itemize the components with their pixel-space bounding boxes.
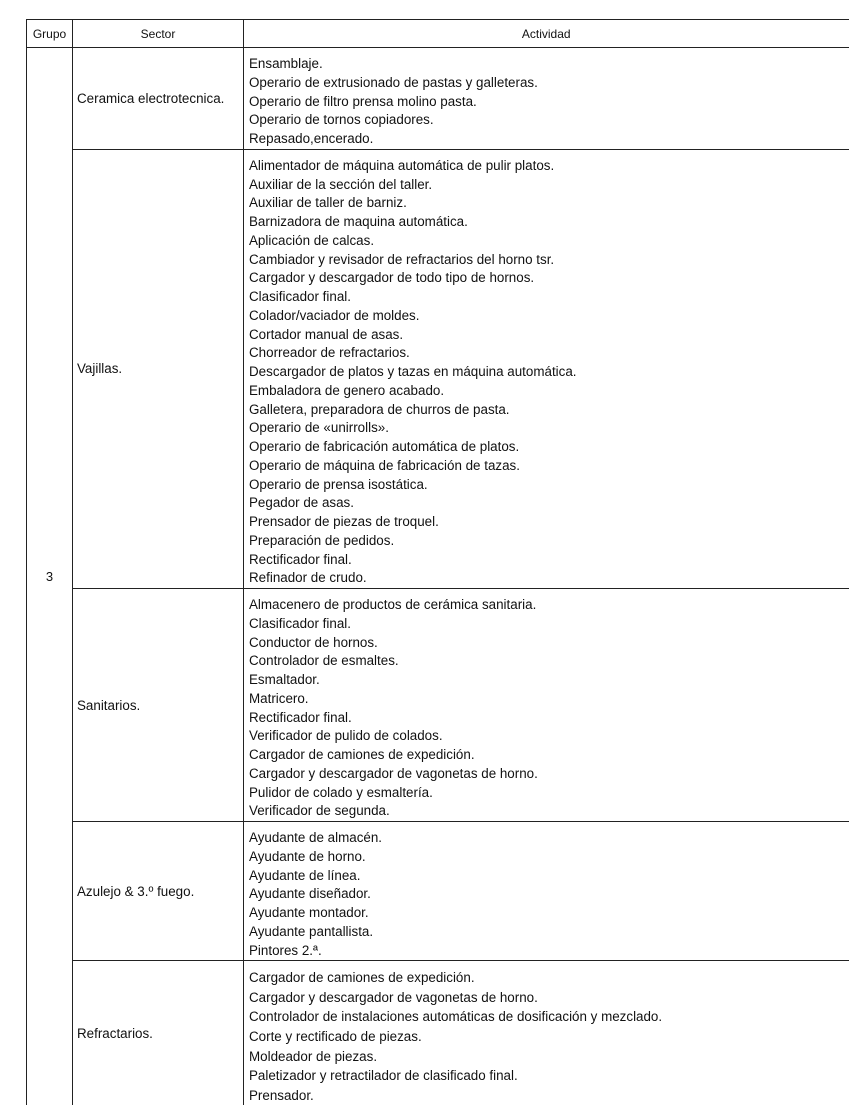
header-sector: Sector <box>73 20 244 48</box>
activity-item: Rectificador final. <box>249 551 849 570</box>
table-row <box>27 822 849 961</box>
activity-item: Auxiliar de taller de barniz. <box>249 194 849 213</box>
activity-item: Verificador de pulido de colados. <box>249 727 849 746</box>
activity-item: Ayudante de horno. <box>249 848 849 867</box>
activity-item: Galletera, preparadora de churros de pasta. <box>249 401 849 420</box>
header-actividad: Actividad <box>244 20 849 48</box>
activity-item: Clasificador final. <box>249 615 849 634</box>
activity-cell <box>244 149 849 588</box>
activity-item: Almacenero de productos de cerámica sanitaria. <box>249 596 849 615</box>
activity-item: Paletizador y retractilador de clasificado final. <box>249 1066 849 1086</box>
activity-item: Cargador y descargador de vagonetas de horno. <box>249 988 849 1008</box>
activity-item: Alimentador de máquina automática de pulir platos. <box>249 157 849 176</box>
activity-item: Descargador de platos y tazas en máquina automática. <box>249 363 849 382</box>
activity-item: Chorreador de refractarios. <box>249 344 849 363</box>
activity-item: Ayudante pantallista. <box>249 923 849 942</box>
activity-item: Cargador de camiones de expedición. <box>249 968 849 988</box>
activity-item: Operario de tornos copiadores. <box>249 111 849 130</box>
header-row <box>27 20 849 48</box>
activity-item: Corte y rectificado de piezas. <box>249 1027 849 1047</box>
activity-item: Rectificador final. <box>249 709 849 728</box>
activity-item: Prensador. <box>249 1086 849 1105</box>
activity-item: Esmaltador. <box>249 671 849 690</box>
activity-item: Ayudante diseñador. <box>249 885 849 904</box>
activity-cell <box>244 48 849 150</box>
activity-item: Operario de prensa isostática. <box>249 476 849 495</box>
grupo-cell: 3 <box>27 48 73 1105</box>
activity-item: Matricero. <box>249 690 849 709</box>
activity-item: Colador/vaciador de moldes. <box>249 307 849 326</box>
activity-item: Embaladora de genero acabado. <box>249 382 849 401</box>
activity-item: Verificador de segunda. <box>249 802 849 821</box>
sector-cell: Ceramica electrotecnica. <box>73 48 244 150</box>
sector-cell: Vajillas. <box>73 149 244 588</box>
activity-item: Cargador de camiones de expedición. <box>249 746 849 765</box>
activity-item: Clasificador final. <box>249 288 849 307</box>
activity-item: Pintores 2.ª. <box>249 942 849 961</box>
activity-item: Operario de «unirrolls». <box>249 419 849 438</box>
activity-item: Pegador de asas. <box>249 494 849 513</box>
activity-item: Aplicación de calcas. <box>249 232 849 251</box>
activity-item: Moldeador de piezas. <box>249 1047 849 1067</box>
table-row <box>27 961 849 1105</box>
activity-item: Operario de fabricación automática de platos. <box>249 438 849 457</box>
activity-item: Operario de máquina de fabricación de tazas. <box>249 457 849 476</box>
activity-item: Cortador manual de asas. <box>249 326 849 345</box>
activity-item: Ensamblaje. <box>249 55 849 74</box>
activity-item: Controlador de esmaltes. <box>249 652 849 671</box>
table-row <box>27 48 849 150</box>
table-row <box>27 149 849 588</box>
activity-item: Operario de extrusionado de pastas y galleteras. <box>249 74 849 93</box>
activity-cell <box>244 822 849 961</box>
activity-item: Preparación de pedidos. <box>249 532 849 551</box>
sector-cell: Azulejo & 3.º fuego. <box>73 822 244 961</box>
activity-cell <box>244 589 849 822</box>
activity-item: Pulidor de colado y esmaltería. <box>249 784 849 803</box>
activity-item: Operario de filtro prensa molino pasta. <box>249 93 849 112</box>
activity-item: Controlador de instalaciones automáticas de dosificación y mezclado. <box>249 1007 849 1027</box>
activity-item: Ayudante montador. <box>249 904 849 923</box>
activity-cell <box>244 961 849 1105</box>
activity-item: Ayudante de línea. <box>249 867 849 886</box>
table-row <box>27 589 849 822</box>
activity-item: Refinador de crudo. <box>249 569 849 588</box>
header-grupo: Grupo <box>27 20 73 48</box>
activity-item: Cargador y descargador de todo tipo de hornos. <box>249 269 849 288</box>
activity-item: Prensador de piezas de troquel. <box>249 513 849 532</box>
sector-cell: Sanitarios. <box>73 589 244 822</box>
activity-item: Ayudante de almacén. <box>249 829 849 848</box>
activity-item: Auxiliar de la sección del taller. <box>249 176 849 195</box>
activity-table <box>26 19 849 1105</box>
activity-item: Repasado,encerado. <box>249 130 849 149</box>
activity-item: Barnizadora de maquina automática. <box>249 213 849 232</box>
activity-item: Cambiador y revisador de refractarios del horno tsr. <box>249 251 849 270</box>
activity-item: Conductor de hornos. <box>249 634 849 653</box>
activity-item: Cargador y descargador de vagonetas de horno. <box>249 765 849 784</box>
sector-cell: Refractarios. <box>73 961 244 1105</box>
